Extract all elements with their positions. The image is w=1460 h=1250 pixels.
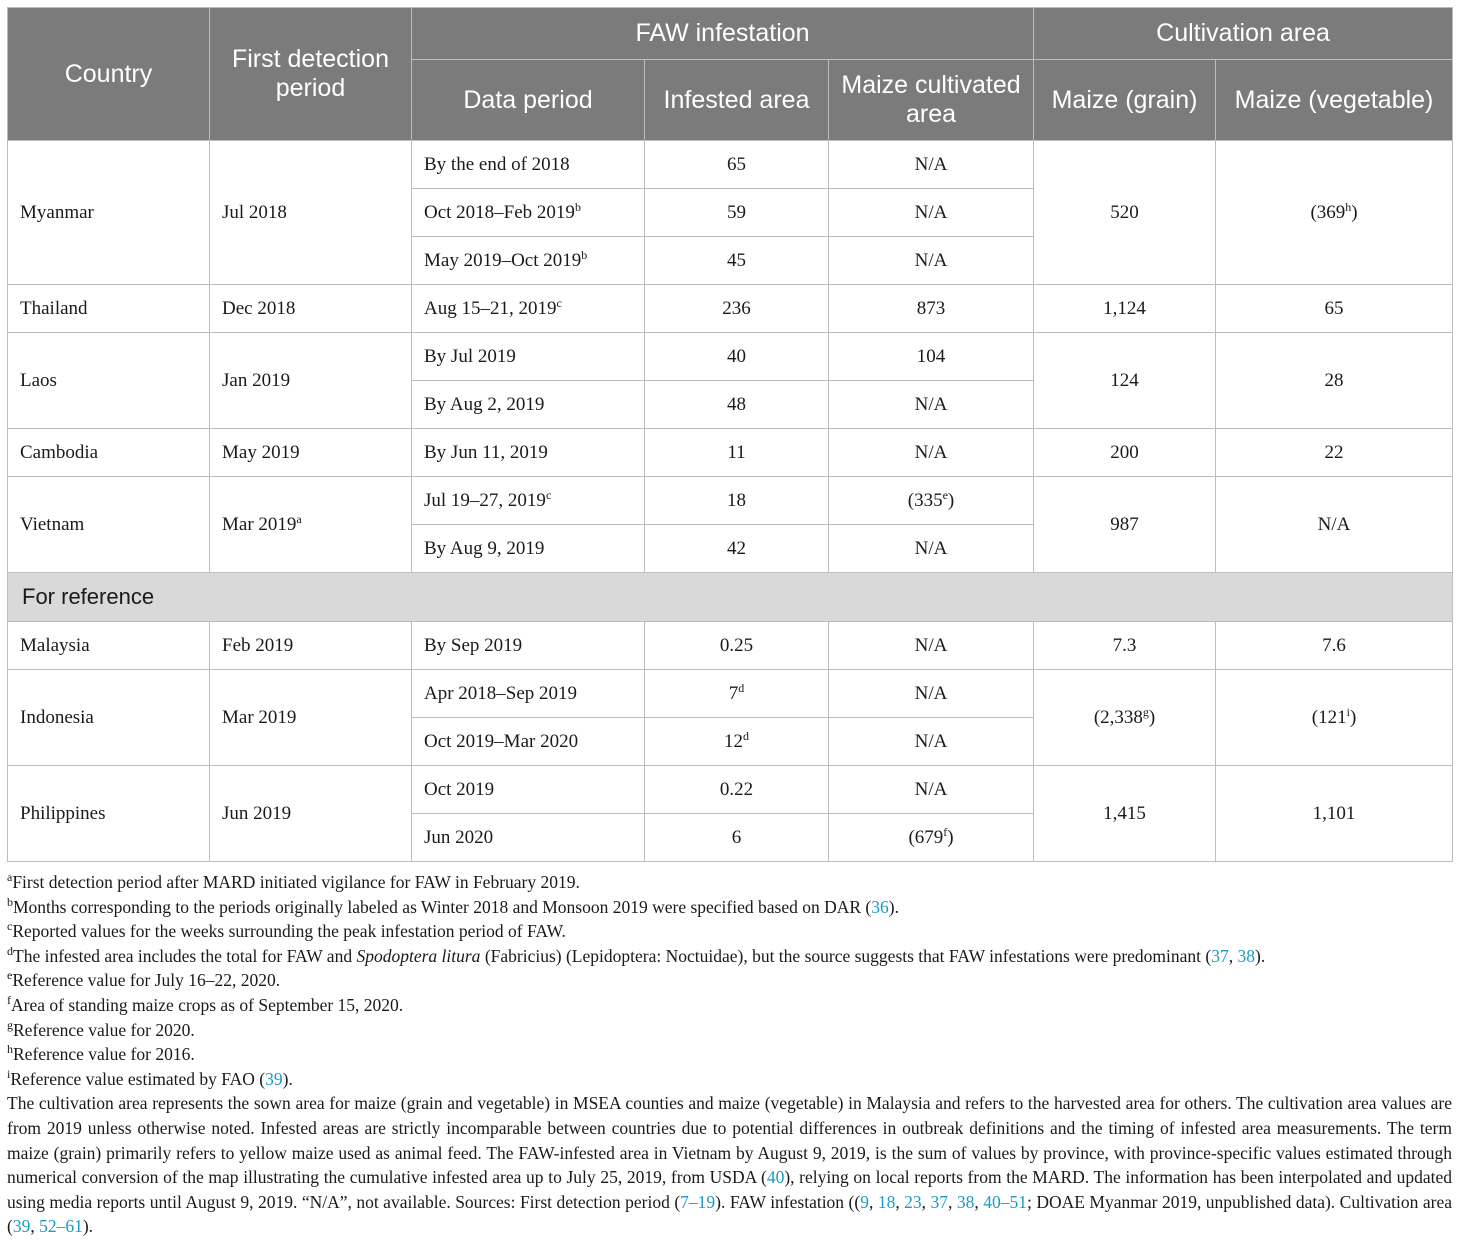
cell-data-period: By Sep 2019 (412, 622, 645, 670)
reference-link[interactable]: 38 (1237, 945, 1255, 966)
cell-data-period: By Aug 9, 2019 (412, 525, 645, 573)
cell-country: Malaysia (8, 622, 210, 670)
cell-country: Thailand (8, 285, 210, 333)
cell-maize-grain: 124 (1034, 333, 1216, 429)
cell-data-period: By Aug 2, 2019 (412, 381, 645, 429)
footnote-i: $^i$Reference value estimated by FAO (39). (7, 1066, 293, 1089)
cell-infested-area: 12$^d$ (645, 718, 829, 766)
cell-maize-cultivated: N/A (829, 622, 1034, 670)
cell-country: Philippines (8, 766, 210, 862)
reference-link[interactable]: 7–19 (680, 1191, 716, 1212)
header-data-period: Data period (412, 60, 645, 141)
reference-link[interactable]: 39 (12, 1216, 31, 1237)
table-row (8, 333, 1453, 381)
reference-link[interactable]: 52–61 (39, 1216, 83, 1237)
cell-maize-grain: 1,124 (1034, 285, 1216, 333)
cell-maize-cultivated: 104 (829, 333, 1034, 381)
table-row (8, 285, 1453, 333)
cell-infested-area: 11 (645, 429, 829, 477)
cell-maize-vegetable: 1,101 (1216, 766, 1453, 862)
cell-maize-grain: 7.3 (1034, 622, 1216, 670)
cell-country: Myanmar (8, 141, 210, 285)
cell-maize-grain: 1,415 (1034, 766, 1216, 862)
cell-maize-vegetable: 28 (1216, 333, 1453, 429)
table-container (7, 7, 1452, 1239)
cell-first-detection: Feb 2019 (210, 622, 412, 670)
cell-infested-area: 0.22 (645, 766, 829, 814)
cell-infested-area: 40 (645, 333, 829, 381)
cell-country: Laos (8, 333, 210, 429)
cell-maize-vegetable: (121$^i$) (1216, 670, 1453, 766)
cell-first-detection: Mar 2019$^a$ (210, 477, 412, 573)
cell-data-period: Oct 2019 (412, 766, 645, 814)
cell-maize-grain: (2,338$^g$) (1034, 670, 1216, 766)
cell-data-period: May 2019–Oct 2019$^b$ (412, 237, 645, 285)
cell-first-detection: Jan 2019 (210, 333, 412, 429)
cell-maize-cultivated: (679$^f$) (829, 814, 1034, 862)
footnote-f: $^f$Area of standing maize crops as of September 15, 2020. (7, 992, 404, 1015)
footnote-b: $^b$Months corresponding to the periods originally labeled as Winter 2018 and Monsoon 2019 were specified based on DAR (36). (7, 894, 899, 917)
cell-maize-cultivated: N/A (829, 525, 1034, 573)
cell-maize-grain: 520 (1034, 141, 1216, 285)
footnote-c: $^c$Reported values for the weeks surrounding the peak infestation period of FAW. (7, 919, 566, 942)
cell-country: Cambodia (8, 429, 210, 477)
cell-maize-vegetable: 22 (1216, 429, 1453, 477)
reference-link[interactable]: 37 (930, 1191, 949, 1212)
cell-maize-cultivated: (335e) (829, 477, 1034, 525)
reference-link[interactable]: 40–51 (983, 1191, 1027, 1212)
table-row (8, 622, 1453, 670)
cell-maize-cultivated: 873 (829, 285, 1034, 333)
cell-maize-vegetable: 65 (1216, 285, 1453, 333)
reference-link[interactable]: 23 (904, 1191, 922, 1212)
cell-maize-cultivated: N/A (829, 141, 1034, 189)
cell-infested-area: 48 (645, 381, 829, 429)
cell-data-period: Oct 2019–Mar 2020 (412, 718, 645, 766)
cell-maize-cultivated: N/A (829, 381, 1034, 429)
header-maize-cultivated-area: Maize cultivated area (829, 60, 1034, 141)
cell-infested-area: 236 (645, 285, 829, 333)
header-faw-infestation: FAW infestation (412, 8, 1034, 60)
cell-maize-cultivated: N/A (829, 189, 1034, 237)
table-note-paragraph: The cultivation area represents the sown area for maize (grain and vegetable) in MSEA counties and maize (vegetable) in Malaysia and refers to the harvested area for others. The cultivation area values are from 2019 unless otherwise noted. Infested areas are strictly incomparable between countries due to potential differences in outbreak definitions and the timing of infested area measurements. The term maize (grain) primarily refers to yellow maize used as animal feed. The FAW-infested area in Vietnam by August 9, 2019, is the sum of values by province, with province-specific values estimated through numerical conversion of the map illustrating the cumulative infested area up to July 25, 2019, from USDA (40), relying on local reports from the MARD. The information has been interpolated and updated using media reports until August 9, 2019. “N/A”, not available. Sources: First detection period (7–19). FAW infestation ((9, 18, 23, 37, 38, 40–51; DOAE Myanmar 2019, unpublished data). Cultivation area (39, 52–61). (7, 1093, 1453, 1237)
header-maize-vegetable: Maize (vegetable) (1216, 60, 1453, 141)
cell-first-detection: Mar 2019 (210, 670, 412, 766)
cell-infested-area: 42 (645, 525, 829, 573)
cell-data-period: By the end of 2018 (412, 141, 645, 189)
cell-first-detection: Jun 2019 (210, 766, 412, 862)
cell-infested-area: 0.25 (645, 622, 829, 670)
reference-link[interactable]: 37 (1211, 945, 1229, 966)
cell-maize-cultivated: N/A (829, 670, 1034, 718)
cell-maize-cultivated: N/A (829, 429, 1034, 477)
reference-link[interactable]: 38 (956, 1191, 975, 1212)
cell-infested-area: 65 (645, 141, 829, 189)
table-row (8, 766, 1453, 814)
cell-maize-vegetable: (369$^h$) (1216, 141, 1453, 285)
cell-maize-cultivated: N/A (829, 766, 1034, 814)
cell-infested-area: 18 (645, 477, 829, 525)
faw-table (7, 7, 1453, 862)
reference-label: For reference (8, 573, 1453, 622)
table-row (8, 670, 1453, 718)
cell-data-period: By Jul 2019 (412, 333, 645, 381)
cell-data-period: Jun 2020 (412, 814, 645, 862)
table-row (8, 429, 1453, 477)
cell-first-detection: Jul 2018 (210, 141, 412, 285)
table-footnotes (7, 870, 1452, 1239)
reference-link[interactable]: 40 (766, 1167, 785, 1188)
cell-data-period: Oct 2018–Feb 2019$^b$ (412, 189, 645, 237)
footnote-g: $^g$Reference value for 2020. (7, 1017, 195, 1040)
cell-data-period: By Jun 11, 2019 (412, 429, 645, 477)
reference-row (8, 573, 1453, 622)
cell-maize-grain: 200 (1034, 429, 1216, 477)
cell-infested-area: 59 (645, 189, 829, 237)
cell-infested-area: 6 (645, 814, 829, 862)
reference-link[interactable]: 9 (860, 1191, 869, 1212)
header-first-detection: First detection period (210, 8, 412, 141)
cell-maize-vegetable: 7.6 (1216, 622, 1453, 670)
cell-first-detection: Dec 2018 (210, 285, 412, 333)
footnote-h: $^h$Reference value for 2016. (7, 1042, 195, 1065)
table-row (8, 477, 1453, 525)
cell-maize-cultivated: N/A (829, 237, 1034, 285)
cell-country: Vietnam (8, 477, 210, 573)
cell-infested-area: 7$^d$ (645, 670, 829, 718)
cell-maize-grain: 987 (1034, 477, 1216, 573)
header-cultivation-area: Cultivation area (1034, 8, 1453, 60)
header-country: Country (8, 8, 210, 141)
cell-data-period: Jul 19–27, 2019$^c$ (412, 477, 645, 525)
reference-link[interactable]: 18 (877, 1191, 896, 1212)
cell-infested-area: 45 (645, 237, 829, 285)
footnote-a: $^a$First detection period after MARD initiated vigilance for FAW in February 2019. (7, 870, 580, 892)
header-infested-area: Infested area (645, 60, 829, 141)
cell-first-detection: May 2019 (210, 429, 412, 477)
header-maize-grain: Maize (grain) (1034, 60, 1216, 141)
cell-data-period: Aug 15–21, 2019$^c$ (412, 285, 645, 333)
reference-link[interactable]: 39 (265, 1068, 283, 1089)
footnote-d: $^d$The infested area includes the total for FAW and Spodoptera litura (Fabricius) (Lepidoptera: Noctuidae), but the source suggests that FAW infestations were predominant (37, 38). (7, 943, 1266, 966)
cell-country: Indonesia (8, 670, 210, 766)
cell-maize-cultivated: N/A (829, 718, 1034, 766)
cell-data-period: Apr 2018–Sep 2019 (412, 670, 645, 718)
footnote-e: $^e$Reference value for July 16–22, 2020. (7, 968, 281, 991)
reference-link[interactable]: 36 (871, 896, 889, 917)
cell-maize-vegetable: N/A (1216, 477, 1453, 573)
table-row (8, 141, 1453, 189)
